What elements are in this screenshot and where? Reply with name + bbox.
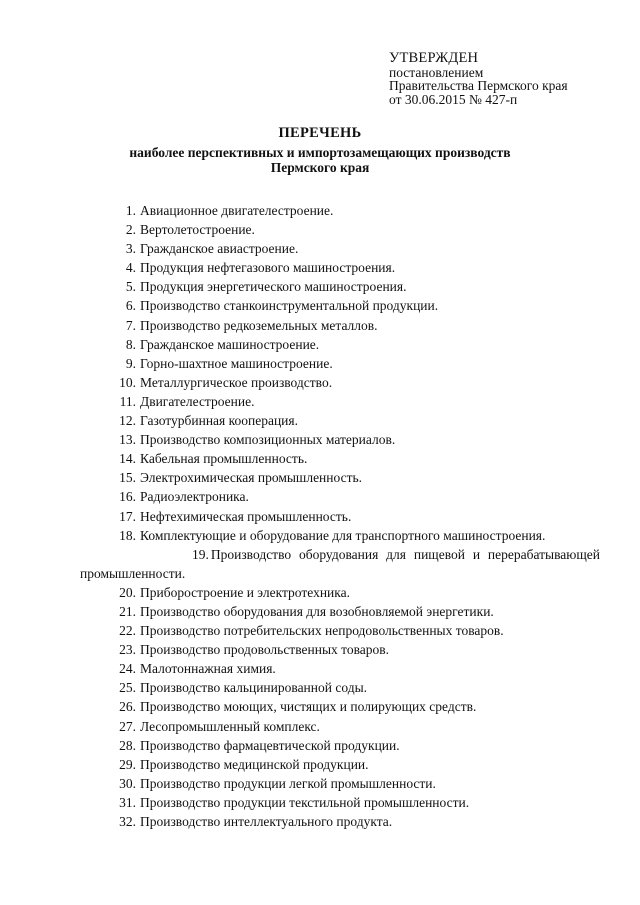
list-item <box>80 373 600 392</box>
item-number: 27. <box>119 718 136 734</box>
list-item <box>80 335 600 354</box>
item-text: Металлургическое производство. <box>140 374 333 390</box>
document-title: ПЕРЕЧЕНЬ <box>278 125 362 141</box>
list-item <box>80 774 600 793</box>
item-number: 21. <box>119 603 136 619</box>
item-text: Производство потребительских непродовольственных товаров. <box>140 623 504 639</box>
item-number: 15. <box>119 470 136 486</box>
list-item <box>80 487 600 506</box>
item-number: 25. <box>119 680 136 696</box>
list-item <box>80 411 600 430</box>
item-text: Производство композиционных материалов. <box>140 432 396 448</box>
item-number: 18. <box>119 527 136 543</box>
list-item <box>80 717 600 736</box>
item-number: 29. <box>119 756 136 772</box>
list-item <box>80 736 600 755</box>
item-number: 11. <box>119 393 136 409</box>
item-text: Комплектующие и оборудование для транспортного машиностроения. <box>140 527 546 543</box>
item-text: Лесопромышленный комплекс. <box>140 718 320 734</box>
list-item <box>80 678 600 697</box>
list-item <box>80 449 600 468</box>
document-subtitle <box>0 145 640 175</box>
item-text: Гражданское авиастроение. <box>140 241 299 257</box>
item-text: Производство станкоинструментальной продукции. <box>140 298 439 314</box>
list-item <box>80 392 600 411</box>
subtitle-line: наиболее перспективных и импортозамещающих производств <box>129 145 511 160</box>
item-text: Приборостроение и электротехника. <box>140 584 350 600</box>
item-number: 26. <box>119 699 136 715</box>
item-number: 3. <box>125 241 136 257</box>
item-number: 24. <box>119 661 136 677</box>
item-text: Газотурбинная кооперация. <box>140 413 298 429</box>
item-text: Нефтехимическая промышленность. <box>140 508 352 524</box>
list-item <box>80 296 600 315</box>
item-number: 31. <box>119 794 136 810</box>
item-text: Авиационное двигателестроение. <box>140 203 334 218</box>
item-number: 17. <box>119 508 136 524</box>
item-text: Производство кальцинированной соды. <box>140 680 368 696</box>
approval-heading: УТВЕРЖДЕН <box>389 50 479 66</box>
item-number: 30. <box>119 775 136 791</box>
item-number: 10. <box>119 374 136 390</box>
list-item <box>80 755 600 774</box>
item-text: Малотоннажная химия. <box>140 661 276 677</box>
approval-block <box>389 52 568 106</box>
item-text: Двигателестроение. <box>140 393 255 409</box>
item-number: 14. <box>119 451 136 467</box>
item-text: Кабельная промышленность. <box>140 451 308 467</box>
item-number: 12. <box>119 413 136 429</box>
item-number: 9. <box>125 355 136 371</box>
item-text: Производство оборудования для возобновляемой энергетики. <box>140 603 494 619</box>
item-number: 23. <box>119 642 136 658</box>
item-text: Производство медицинской продукции. <box>140 756 369 772</box>
item-number: 13. <box>119 432 136 448</box>
item-text: Горно-шахтное машиностроение. <box>140 355 333 371</box>
list-item <box>80 354 600 373</box>
approval-date-line: от 30.06.2015 № 427-п <box>389 91 518 107</box>
list-item <box>80 430 600 449</box>
list-item <box>80 697 600 716</box>
item-number: 19. <box>192 546 209 562</box>
item-number: 5. <box>125 279 136 295</box>
approval-line: Правительства Пермского края <box>389 78 568 93</box>
approval-line: постановлением <box>389 64 484 80</box>
item-number: 7. <box>125 317 136 333</box>
list-item <box>80 602 600 621</box>
item-number: 16. <box>119 489 136 505</box>
item-number: 1. <box>125 203 136 218</box>
list-item <box>80 220 600 239</box>
item-number: 4. <box>125 260 136 276</box>
list-item <box>80 258 600 277</box>
item-text: Продукция энергетического машиностроения. <box>140 279 407 295</box>
list-item <box>80 201 600 220</box>
item-text: Вертолетостроение. <box>140 222 255 238</box>
item-number: 8. <box>125 336 136 352</box>
item-number: 22. <box>119 623 136 639</box>
list-item <box>80 640 600 659</box>
item-text: Производство оборудования для пищевой и перерабатывающей промышленности. <box>80 546 600 581</box>
list-item <box>80 621 600 640</box>
list-item <box>80 583 600 602</box>
item-text: Производство продукции легкой промышленности. <box>140 775 436 791</box>
list-item <box>80 659 600 678</box>
subtitle-line: Пермского края <box>270 160 370 175</box>
item-text: Электрохимическая промышленность. <box>140 470 363 486</box>
item-number: 2. <box>125 222 136 238</box>
list-item <box>80 812 600 831</box>
industry-list <box>80 201 600 831</box>
item-text: Производство редкоземельных металлов. <box>140 317 378 333</box>
item-text: Производство интеллектуального продукта. <box>140 814 393 829</box>
list-item <box>80 507 600 526</box>
item-text: Производство продукции текстильной промышленности. <box>140 794 470 810</box>
list-item <box>80 793 600 812</box>
item-text: Производство моющих, чистящих и полирующих средств. <box>140 699 477 715</box>
item-text: Производство фармацевтической продукции. <box>140 737 400 753</box>
list-item <box>80 526 600 545</box>
list-item <box>80 239 600 258</box>
list-item <box>80 545 600 583</box>
item-text: Радиоэлектроника. <box>140 489 249 505</box>
list-item <box>80 468 600 487</box>
list-item <box>80 277 600 296</box>
item-number: 20. <box>119 584 136 600</box>
item-text: Производство продовольственных товаров. <box>140 642 390 658</box>
item-text: Продукция нефтегазового машиностроения. <box>140 260 396 276</box>
item-text: Гражданское машиностроение. <box>140 336 320 352</box>
item-number: 6. <box>125 298 136 314</box>
list-item <box>80 316 600 335</box>
item-number: 32. <box>119 814 136 829</box>
item-number: 28. <box>119 737 136 753</box>
